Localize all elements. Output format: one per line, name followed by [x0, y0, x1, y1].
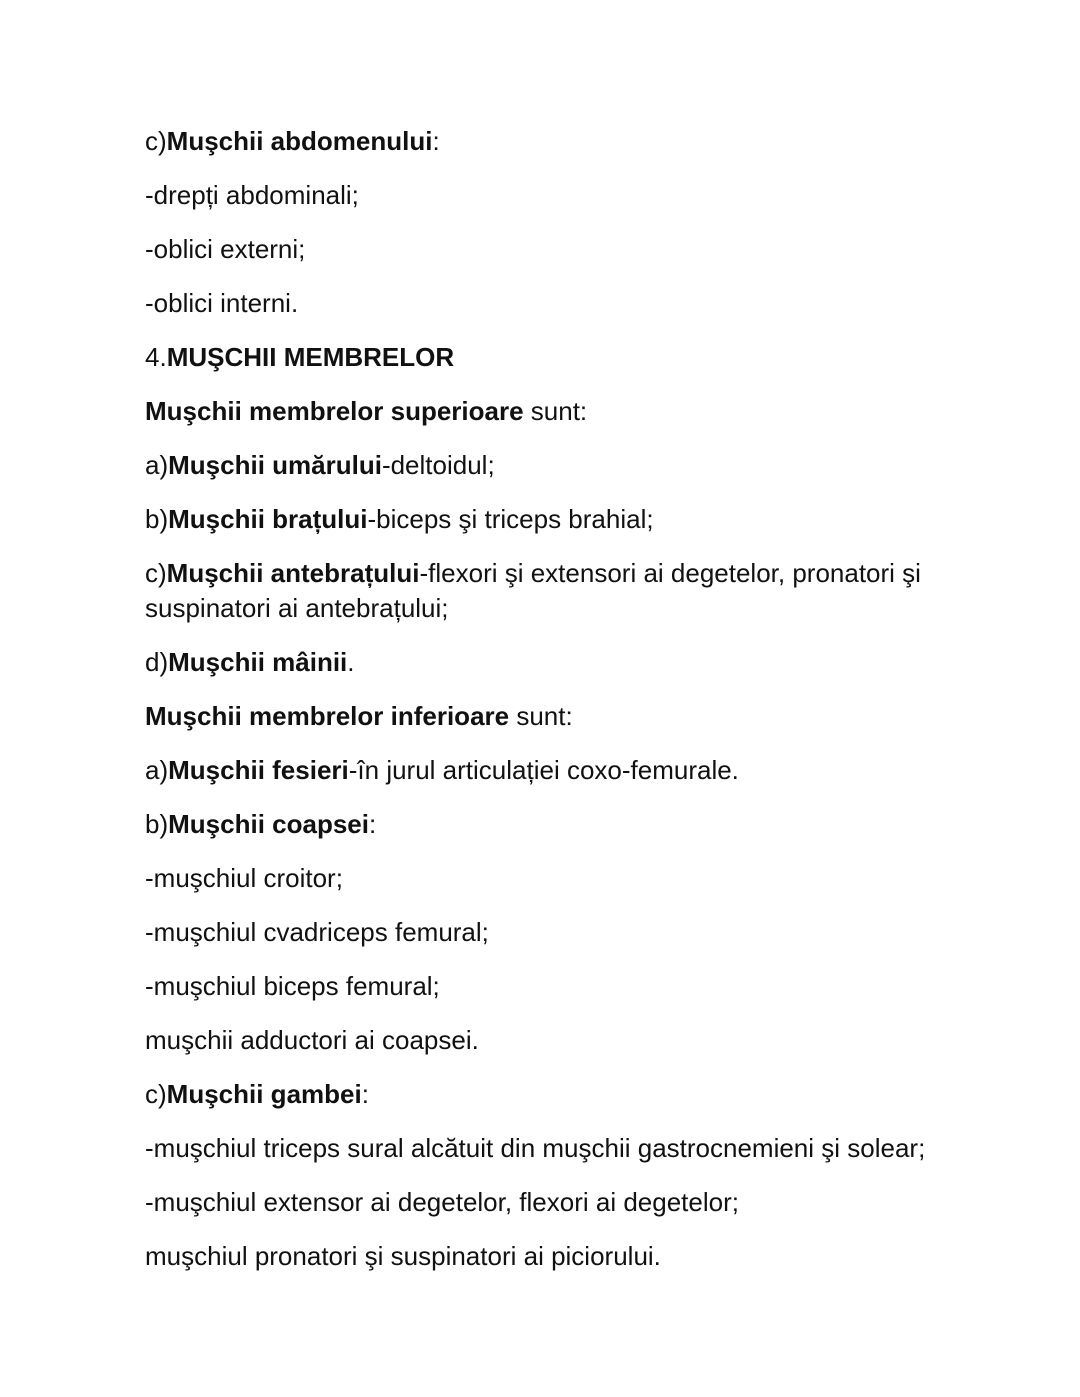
paragraph: [145, 969, 975, 1004]
text: -muşchiul biceps femural;: [145, 971, 440, 1001]
text: 4.: [145, 342, 167, 372]
bold-text: Muşchii antebrațului: [166, 558, 420, 588]
text: -deltoidul;: [381, 450, 495, 480]
text: -drepți abdominali;: [145, 180, 359, 210]
text: a): [145, 450, 169, 480]
text: muşchiul pronatori şi suspinatori ai piciorului.: [145, 1241, 661, 1271]
paragraph: [145, 124, 975, 159]
paragraph: [145, 556, 975, 626]
paragraph: [145, 394, 975, 429]
bold-text: Muşchii mâinii: [168, 647, 348, 677]
text: sunt:: [523, 396, 588, 426]
text: sunt:: [509, 701, 573, 731]
text: a): [145, 755, 169, 785]
text: d): [145, 647, 169, 677]
text: b): [145, 809, 169, 839]
paragraph: [145, 1077, 975, 1112]
paragraph: [145, 915, 975, 950]
paragraph: [145, 699, 975, 734]
bold-text: Muşchii fesieri: [168, 755, 349, 785]
text: c): [145, 1079, 167, 1109]
text: -muşchiul cvadriceps femural;: [145, 917, 489, 947]
bold-text: MUŞCHII MEMBRELOR: [166, 342, 455, 372]
text: .: [347, 647, 355, 677]
text: -muşchiul croitor;: [145, 863, 343, 893]
text: :: [361, 1079, 369, 1109]
text: -flexori şi extensori ai degetelor, pronatori şi suspinatori ai antebrațului;: [145, 558, 921, 623]
paragraph: [145, 1023, 975, 1058]
bold-text: Muşchii brațului: [168, 504, 368, 534]
paragraph: [145, 178, 975, 213]
paragraph: [145, 1131, 975, 1166]
text: c): [145, 126, 167, 156]
paragraph: [145, 502, 975, 537]
bold-text: Muşchii membrelor inferioare: [145, 701, 510, 731]
text: -oblici interni.: [145, 288, 299, 318]
text: muşchii adductori ai coapsei.: [145, 1025, 479, 1055]
text: b): [145, 504, 169, 534]
paragraph: [145, 807, 975, 842]
bold-text: Muşchii umărului: [168, 450, 382, 480]
text: -muşchiul triceps sural alcătuit din muşchii gastrocnemieni şi solear;: [145, 1133, 926, 1163]
document-body: [145, 124, 975, 1293]
text: -oblici externi;: [145, 234, 306, 264]
paragraph: [145, 286, 975, 321]
bold-text: Muşchii membrelor superioare: [145, 396, 524, 426]
paragraph: [145, 340, 975, 375]
paragraph: [145, 753, 975, 788]
text: -în jurul articulației coxo-femurale.: [348, 755, 739, 785]
paragraph: [145, 1239, 975, 1274]
paragraph: [145, 645, 975, 680]
bold-text: Muşchii abdomenului: [166, 126, 433, 156]
paragraph: [145, 1185, 975, 1220]
text: :: [432, 126, 440, 156]
text: -muşchiul extensor ai degetelor, flexori ai degetelor;: [145, 1187, 739, 1217]
bold-text: Muşchii coapsei: [168, 809, 369, 839]
text: -biceps şi triceps brahial;: [367, 504, 654, 534]
paragraph: [145, 448, 975, 483]
text: c): [145, 558, 167, 588]
text: :: [368, 809, 377, 839]
paragraph: [145, 232, 975, 267]
bold-text: Muşchii gambei: [166, 1079, 362, 1109]
paragraph: [145, 861, 975, 896]
